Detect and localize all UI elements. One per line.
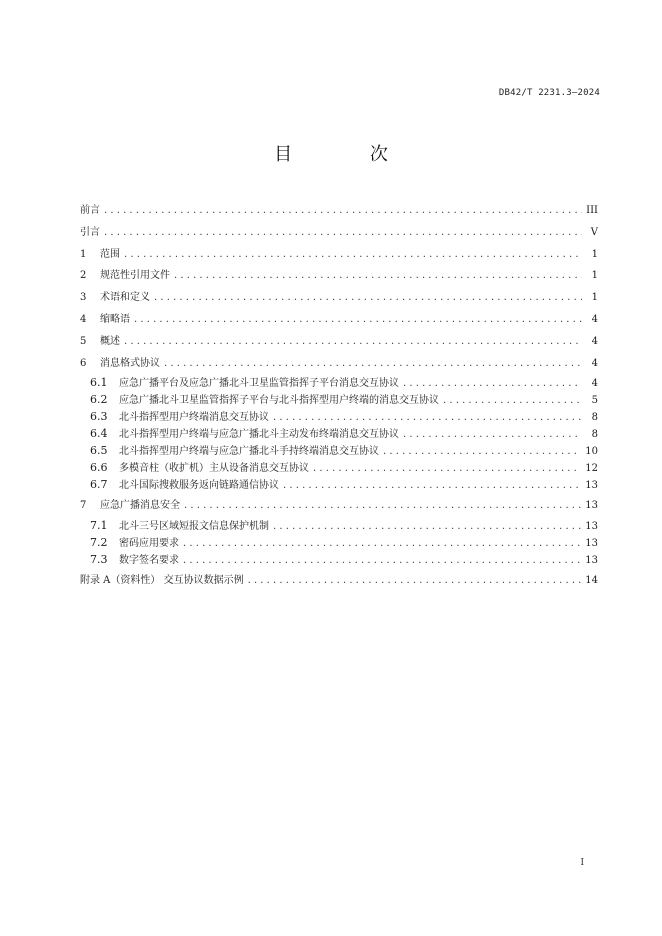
toc-entry-label: 数字签名要求 bbox=[119, 555, 179, 567]
toc-leader-dots bbox=[154, 287, 582, 309]
toc-leader-dots bbox=[183, 552, 581, 569]
toc-leader-dots bbox=[184, 495, 581, 517]
toc-entry-page: 1 bbox=[591, 248, 598, 260]
toc-leader-dots bbox=[183, 535, 581, 552]
toc-entry-label: 北斗指挥型用户终端与应急广播北斗主动发布终端消息交互协议 bbox=[119, 429, 399, 441]
toc-entry-number: 7.2 bbox=[90, 536, 108, 550]
toc-entry-label: 应急广播消息安全 bbox=[100, 500, 180, 512]
toc-entry-number: 6.4 bbox=[90, 427, 108, 441]
toc-entry-label: 北斗国际搜救服务返向链路通信协议 bbox=[119, 480, 279, 492]
toc-entry-page: 5 bbox=[591, 395, 598, 407]
toc-entry-label: 规范性引用文件 bbox=[100, 270, 170, 282]
page-title: 目 次 bbox=[274, 144, 424, 165]
toc-entry[interactable] bbox=[80, 244, 598, 266]
toc-entry-number: 2 bbox=[80, 270, 87, 282]
toc-entry-label: 前言 bbox=[80, 205, 100, 216]
toc-entry-label: 应急广播平台及应急广播北斗卫星监管指挥子平台消息交互协议 bbox=[119, 378, 399, 390]
toc-entry-number: 6.7 bbox=[90, 478, 108, 492]
toc-entry-page: 14 bbox=[585, 575, 598, 587]
toc-entry-label: 附录 A（资料性） 交互协议数据示例 bbox=[80, 575, 244, 587]
toc-entry[interactable] bbox=[80, 331, 598, 353]
toc-entry-number: 6 bbox=[80, 357, 87, 369]
toc-entry-label: 北斗指挥型用户终端消息交互协议 bbox=[119, 412, 269, 424]
toc-entry-label: 应急广播北斗卫星监管指挥子平台与北斗指挥型用户终端的消息交互协议 bbox=[119, 395, 439, 407]
toc-entry[interactable] bbox=[80, 495, 598, 517]
toc-leader-dots bbox=[174, 265, 582, 287]
toc-entry-number: 1 bbox=[80, 248, 87, 260]
toc-entry[interactable] bbox=[80, 265, 598, 287]
toc-entry-label: 北斗三号区域短报文信息保护机制 bbox=[119, 521, 269, 533]
toc-entry-number: 6.3 bbox=[90, 410, 108, 424]
toc-entry-page: 1 bbox=[591, 270, 598, 282]
toc-entry-number: 7.3 bbox=[90, 553, 108, 567]
toc-leader-dots bbox=[273, 409, 582, 426]
toc-entry-page: 8 bbox=[591, 429, 598, 441]
toc-entry-page: 12 bbox=[585, 463, 598, 475]
toc-leader-dots bbox=[443, 392, 582, 409]
toc-subentry[interactable] bbox=[80, 459, 598, 476]
toc-leader-dots bbox=[124, 244, 582, 266]
toc-leader-dots bbox=[104, 222, 582, 244]
toc-entry-label: 缩略语 bbox=[100, 313, 130, 325]
toc-subentry[interactable] bbox=[80, 408, 598, 425]
toc-entry-number: 3 bbox=[80, 292, 87, 304]
toc-leader-dots bbox=[104, 200, 582, 222]
toc-subentry[interactable] bbox=[80, 374, 598, 391]
toc-entry-page: 4 bbox=[591, 357, 598, 369]
toc-entry-page: 13 bbox=[585, 521, 598, 533]
toc-entry-page: 4 bbox=[591, 378, 598, 390]
toc-leader-dots bbox=[403, 426, 582, 443]
toc-leader-dots bbox=[124, 331, 582, 353]
toc-entry-label: 北斗指挥型用户终端与应急广播北斗手持终端消息交互协议 bbox=[119, 446, 379, 458]
toc-entry-label: 引言 bbox=[80, 226, 100, 238]
toc-entry-number: 7.1 bbox=[90, 519, 108, 533]
toc-leader-dots bbox=[134, 309, 582, 331]
table-of-contents bbox=[80, 200, 598, 592]
toc-entry-page: 4 bbox=[591, 313, 598, 325]
page-number: I bbox=[580, 858, 584, 868]
toc-leader-dots bbox=[283, 477, 581, 494]
toc-subentry[interactable] bbox=[80, 551, 598, 568]
toc-entry-page: 4 bbox=[591, 335, 598, 347]
toc-leader-dots bbox=[313, 460, 581, 477]
toc-leader-dots bbox=[164, 353, 582, 375]
toc-entry-page: III bbox=[586, 205, 598, 216]
toc-entry-number: 6.5 bbox=[90, 444, 108, 458]
toc-entry-label: 范围 bbox=[100, 248, 120, 260]
toc-leader-dots bbox=[248, 570, 582, 592]
toc-entry-label: 密码应用要求 bbox=[119, 538, 179, 550]
toc-entry-number: 6.6 bbox=[90, 461, 108, 475]
toc-entry-label: 概述 bbox=[100, 335, 120, 347]
toc-entry[interactable] bbox=[80, 353, 598, 375]
toc-entry-label: 多模音柱（收扩机）主从设备消息交互协议 bbox=[119, 463, 309, 475]
toc-entry-page: 13 bbox=[585, 480, 598, 492]
toc-leader-dots bbox=[383, 443, 581, 460]
toc-leader-dots bbox=[273, 518, 581, 535]
toc-subentry[interactable] bbox=[80, 476, 598, 493]
toc-entry-number: 6.2 bbox=[90, 393, 108, 407]
toc-subentry[interactable] bbox=[80, 391, 598, 408]
toc-entry-number: 5 bbox=[80, 335, 87, 347]
toc-entry-label: 术语和定义 bbox=[100, 292, 150, 304]
toc-subentry[interactable] bbox=[80, 425, 598, 442]
toc-entry-page: 1 bbox=[591, 292, 598, 304]
toc-entry[interactable] bbox=[80, 222, 598, 244]
toc-entry-number: 7 bbox=[80, 500, 87, 512]
toc-entry-page: 8 bbox=[591, 412, 598, 424]
toc-entry[interactable] bbox=[80, 570, 598, 592]
toc-entry-number: 6.1 bbox=[90, 376, 108, 390]
toc-subentry[interactable] bbox=[80, 442, 598, 459]
toc-entry-page: V bbox=[590, 226, 598, 238]
toc-subentry[interactable] bbox=[80, 517, 598, 534]
toc-entry-label: 消息格式协议 bbox=[100, 357, 160, 369]
toc-entry-page: 10 bbox=[585, 446, 598, 458]
document-code: DB42/T 2231.3—2024 bbox=[498, 88, 600, 98]
toc-entry[interactable] bbox=[80, 309, 598, 331]
toc-entry-page: 13 bbox=[585, 538, 598, 550]
toc-entry-page: 13 bbox=[585, 500, 598, 512]
toc-entry[interactable] bbox=[80, 200, 598, 222]
toc-entry-number: 4 bbox=[80, 313, 87, 325]
toc-entry-page: 13 bbox=[585, 555, 598, 567]
toc-entry[interactable] bbox=[80, 287, 598, 309]
toc-leader-dots bbox=[403, 375, 582, 392]
toc-subentry[interactable] bbox=[80, 534, 598, 551]
